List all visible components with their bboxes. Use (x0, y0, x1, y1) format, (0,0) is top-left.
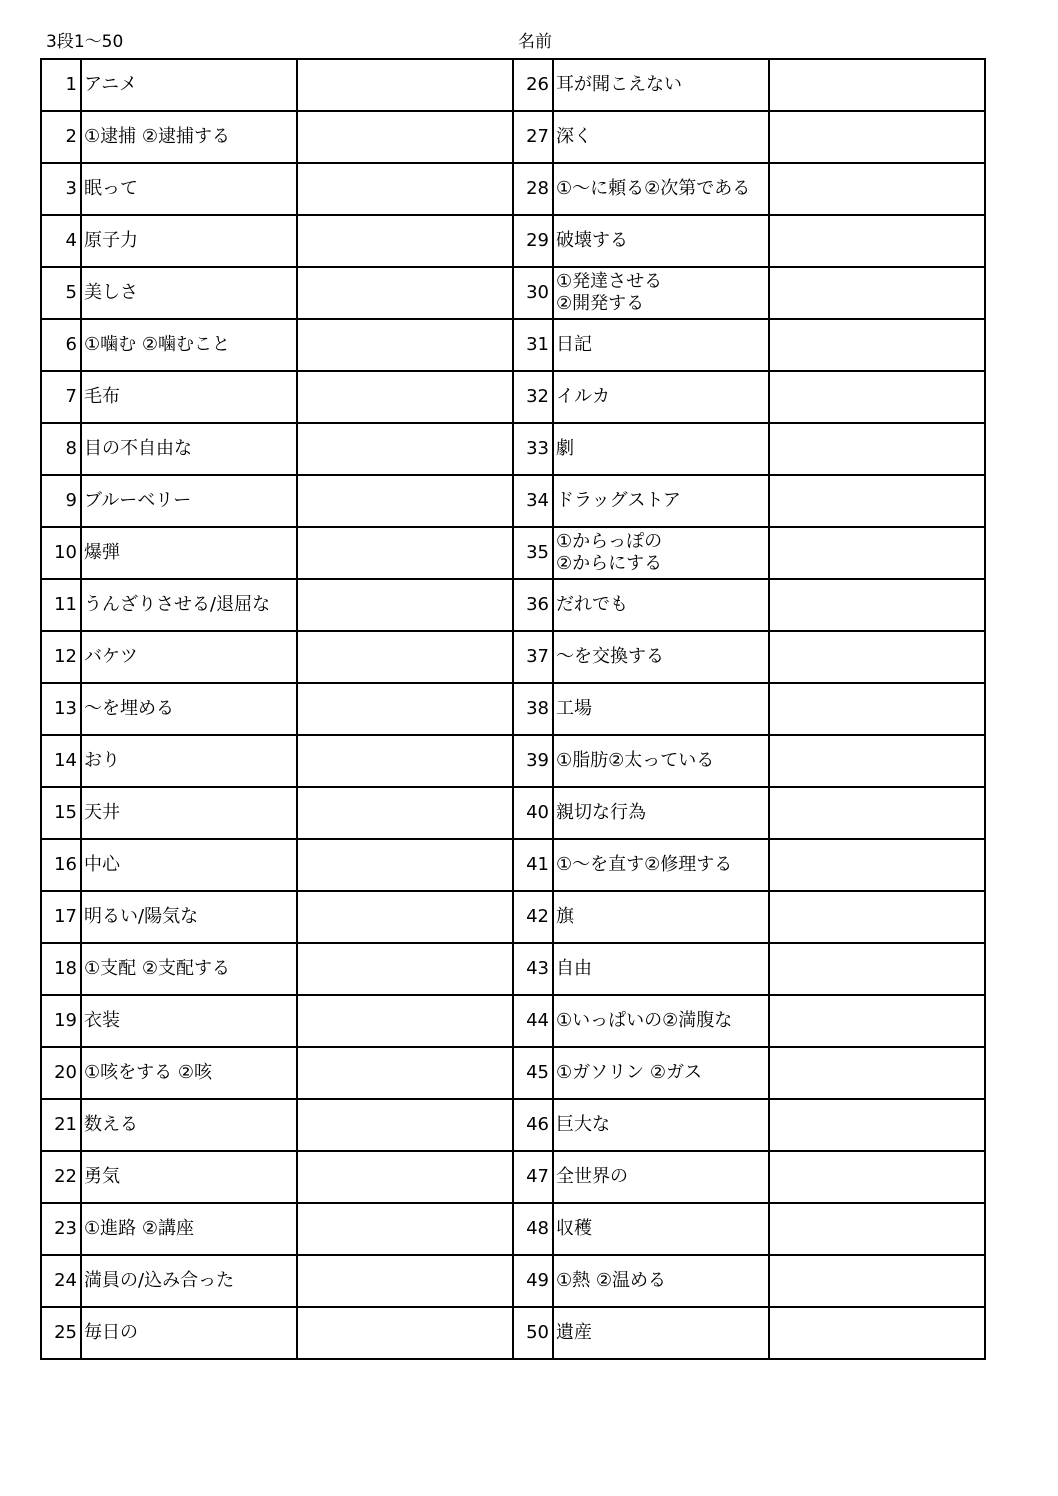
answer-cell-left[interactable] (297, 59, 513, 111)
item-number-right: 34 (513, 475, 553, 527)
item-number-left: 14 (41, 735, 81, 787)
answer-cell-left[interactable] (297, 735, 513, 787)
item-number-left: 21 (41, 1099, 81, 1151)
item-number-right: 44 (513, 995, 553, 1047)
vocab-word-right: ①～に頼る②次第である (553, 163, 769, 215)
vocab-word-right: 親切な行為 (553, 787, 769, 839)
vocab-word-left: 明るい/陽気な (81, 891, 297, 943)
table-row (41, 527, 985, 579)
table-row (41, 423, 985, 475)
vocab-word-right: 収穫 (553, 1203, 769, 1255)
item-number-right: 28 (513, 163, 553, 215)
answer-cell-right[interactable] (769, 631, 985, 683)
answer-cell-right[interactable] (769, 1307, 985, 1359)
answer-cell-right[interactable] (769, 423, 985, 475)
answer-cell-left[interactable] (297, 683, 513, 735)
vocab-word-right: ①熱 ②温める (553, 1255, 769, 1307)
item-number-left: 11 (41, 579, 81, 631)
table-row (41, 943, 985, 995)
answer-cell-left[interactable] (297, 527, 513, 579)
name-label: 名前 (518, 32, 552, 52)
answer-cell-left[interactable] (297, 1255, 513, 1307)
item-number-right: 36 (513, 579, 553, 631)
vocab-word-left: ①逮捕 ②逮捕する (81, 111, 297, 163)
vocab-word-left: 勇気 (81, 1151, 297, 1203)
item-number-left: 10 (41, 527, 81, 579)
answer-cell-right[interactable] (769, 995, 985, 1047)
table-row (41, 579, 985, 631)
item-number-left: 2 (41, 111, 81, 163)
answer-cell-left[interactable] (297, 1151, 513, 1203)
answer-cell-right[interactable] (769, 319, 985, 371)
vocab-word-left: ブルーベリー (81, 475, 297, 527)
item-number-left: 9 (41, 475, 81, 527)
answer-cell-right[interactable] (769, 943, 985, 995)
item-number-left: 19 (41, 995, 81, 1047)
vocab-word-right: 旗 (553, 891, 769, 943)
answer-cell-right[interactable] (769, 527, 985, 579)
item-number-left: 24 (41, 1255, 81, 1307)
table-row (41, 891, 985, 943)
table-row (41, 1099, 985, 1151)
answer-cell-left[interactable] (297, 839, 513, 891)
vocab-word-right: ①いっぱいの②満腹な (553, 995, 769, 1047)
answer-cell-right[interactable] (769, 111, 985, 163)
item-number-right: 45 (513, 1047, 553, 1099)
table-row (41, 163, 985, 215)
item-number-right: 32 (513, 371, 553, 423)
vocab-word-left: 原子力 (81, 215, 297, 267)
vocab-word-right: 日記 (553, 319, 769, 371)
item-number-right: 31 (513, 319, 553, 371)
item-number-left: 23 (41, 1203, 81, 1255)
vocab-word-right: ①脂肪②太っている (553, 735, 769, 787)
vocab-word-left: 目の不自由な (81, 423, 297, 475)
answer-cell-right[interactable] (769, 579, 985, 631)
item-number-right: 48 (513, 1203, 553, 1255)
answer-cell-right[interactable] (769, 735, 985, 787)
vocab-word-left: バケツ (81, 631, 297, 683)
table-row (41, 319, 985, 371)
vocab-word-right: ①からっぽの ②からにする (553, 527, 769, 579)
item-number-left: 1 (41, 59, 81, 111)
answer-cell-left[interactable] (297, 787, 513, 839)
table-row (41, 1047, 985, 1099)
item-number-left: 20 (41, 1047, 81, 1099)
vocab-word-right: ①ガソリン ②ガス (553, 1047, 769, 1099)
table-row (41, 683, 985, 735)
answer-cell-right[interactable] (769, 475, 985, 527)
vocab-word-left: ①進路 ②講座 (81, 1203, 297, 1255)
vocab-word-left: 数える (81, 1099, 297, 1151)
item-number-right: 39 (513, 735, 553, 787)
item-number-right: 43 (513, 943, 553, 995)
table-row (41, 267, 985, 319)
vocab-word-left: 毛布 (81, 371, 297, 423)
vocab-word-left: アニメ (81, 59, 297, 111)
answer-cell-right[interactable] (769, 1099, 985, 1151)
item-number-right: 35 (513, 527, 553, 579)
answer-cell-left[interactable] (297, 943, 513, 995)
answer-cell-right[interactable] (769, 787, 985, 839)
answer-cell-left[interactable] (297, 163, 513, 215)
answer-cell-right[interactable] (769, 891, 985, 943)
item-number-left: 7 (41, 371, 81, 423)
vocab-word-right: ①発達させる ②開発する (553, 267, 769, 319)
item-number-right: 46 (513, 1099, 553, 1151)
vocab-word-left: 眠って (81, 163, 297, 215)
table-row (41, 111, 985, 163)
table-row (41, 475, 985, 527)
worksheet-range-label: 3段1～50 (46, 32, 124, 52)
item-number-left: 8 (41, 423, 81, 475)
vocab-word-left: 美しさ (81, 267, 297, 319)
answer-cell-right[interactable] (769, 839, 985, 891)
vocab-word-right: 劇 (553, 423, 769, 475)
item-number-right: 33 (513, 423, 553, 475)
item-number-left: 15 (41, 787, 81, 839)
answer-cell-right[interactable] (769, 683, 985, 735)
table-row (41, 631, 985, 683)
answer-cell-left[interactable] (297, 631, 513, 683)
table-row (41, 1255, 985, 1307)
answer-cell-right[interactable] (769, 1047, 985, 1099)
answer-cell-right[interactable] (769, 215, 985, 267)
item-number-left: 17 (41, 891, 81, 943)
vocab-word-left: ①支配 ②支配する (81, 943, 297, 995)
table-row (41, 1307, 985, 1359)
table-row (41, 59, 985, 111)
answer-cell-right[interactable] (769, 1255, 985, 1307)
vocab-word-right: ①～を直す②修理する (553, 839, 769, 891)
vocabulary-table (40, 58, 986, 1360)
answer-cell-left[interactable] (297, 319, 513, 371)
table-row (41, 735, 985, 787)
item-number-right: 50 (513, 1307, 553, 1359)
vocab-word-right: 深く (553, 111, 769, 163)
item-number-right: 40 (513, 787, 553, 839)
item-number-right: 49 (513, 1255, 553, 1307)
table-row (41, 371, 985, 423)
vocab-word-left: 爆弾 (81, 527, 297, 579)
vocab-word-right: 耳が聞こえない (553, 59, 769, 111)
answer-cell-left[interactable] (297, 1047, 513, 1099)
item-number-right: 29 (513, 215, 553, 267)
vocab-word-left: 衣装 (81, 995, 297, 1047)
item-number-right: 37 (513, 631, 553, 683)
answer-cell-left[interactable] (297, 423, 513, 475)
vocab-word-right: 遺産 (553, 1307, 769, 1359)
answer-cell-right[interactable] (769, 59, 985, 111)
item-number-left: 13 (41, 683, 81, 735)
answer-cell-left[interactable] (297, 1307, 513, 1359)
vocab-word-left: ①咳をする ②咳 (81, 1047, 297, 1099)
item-number-left: 18 (41, 943, 81, 995)
item-number-left: 12 (41, 631, 81, 683)
item-number-left: 16 (41, 839, 81, 891)
item-number-right: 41 (513, 839, 553, 891)
answer-cell-left[interactable] (297, 371, 513, 423)
vocab-word-left: うんざりさせる/退屈な (81, 579, 297, 631)
item-number-left: 5 (41, 267, 81, 319)
vocab-word-right: ドラッグストア (553, 475, 769, 527)
answer-cell-right[interactable] (769, 1203, 985, 1255)
answer-cell-left[interactable] (297, 1203, 513, 1255)
table-row (41, 787, 985, 839)
item-number-left: 22 (41, 1151, 81, 1203)
item-number-right: 42 (513, 891, 553, 943)
item-number-left: 3 (41, 163, 81, 215)
table-row (41, 1151, 985, 1203)
item-number-right: 27 (513, 111, 553, 163)
table-row (41, 839, 985, 891)
vocab-word-right: 全世界の (553, 1151, 769, 1203)
answer-cell-left[interactable] (297, 891, 513, 943)
item-number-left: 4 (41, 215, 81, 267)
vocab-word-right: イルカ (553, 371, 769, 423)
vocab-word-right: だれでも (553, 579, 769, 631)
item-number-right: 30 (513, 267, 553, 319)
answer-cell-right[interactable] (769, 371, 985, 423)
vocab-word-right: 工場 (553, 683, 769, 735)
answer-cell-left[interactable] (297, 1099, 513, 1151)
answer-cell-left[interactable] (297, 267, 513, 319)
vocab-word-right: 自由 (553, 943, 769, 995)
answer-cell-left[interactable] (297, 995, 513, 1047)
answer-cell-right[interactable] (769, 1151, 985, 1203)
answer-cell-left[interactable] (297, 579, 513, 631)
table-row (41, 995, 985, 1047)
item-number-right: 38 (513, 683, 553, 735)
vocab-word-left: おり (81, 735, 297, 787)
vocab-word-left: 満員の/込み合った (81, 1255, 297, 1307)
answer-cell-left[interactable] (297, 215, 513, 267)
vocab-word-left: ～を埋める (81, 683, 297, 735)
item-number-right: 26 (513, 59, 553, 111)
vocab-word-right: ～を交換する (553, 631, 769, 683)
vocab-word-left: 毎日の (81, 1307, 297, 1359)
item-number-right: 47 (513, 1151, 553, 1203)
table-row (41, 215, 985, 267)
vocab-word-left: ①噛む ②噛むこと (81, 319, 297, 371)
vocab-word-right: 巨大な (553, 1099, 769, 1151)
vocab-word-right: 破壊する (553, 215, 769, 267)
item-number-left: 25 (41, 1307, 81, 1359)
answer-cell-right[interactable] (769, 267, 985, 319)
answer-cell-left[interactable] (297, 475, 513, 527)
item-number-left: 6 (41, 319, 81, 371)
answer-cell-right[interactable] (769, 163, 985, 215)
answer-cell-left[interactable] (297, 111, 513, 163)
vocab-word-left: 天井 (81, 787, 297, 839)
table-row (41, 1203, 985, 1255)
vocab-word-left: 中心 (81, 839, 297, 891)
